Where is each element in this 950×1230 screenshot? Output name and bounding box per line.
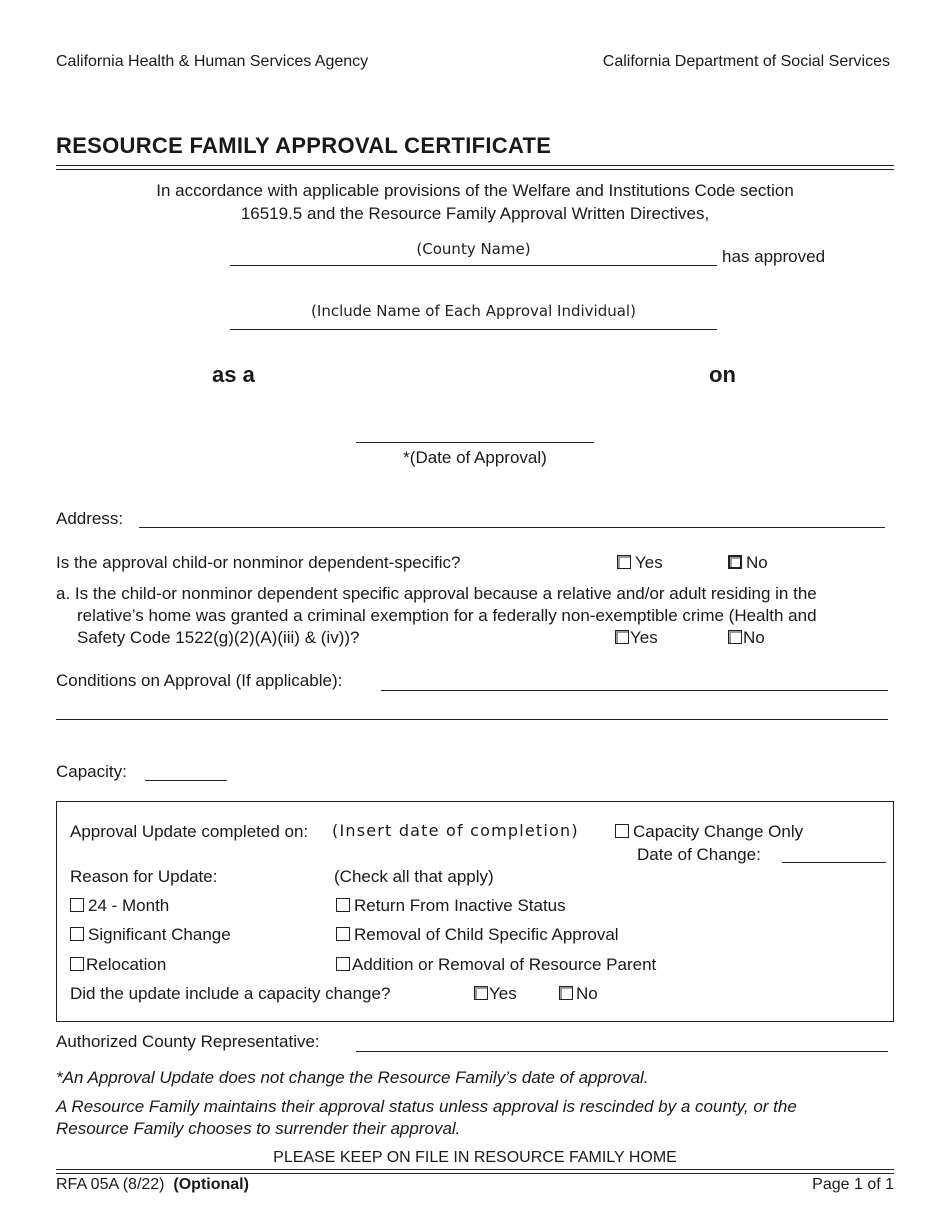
q2-yes-checkbox[interactable] [615,630,629,644]
conditions-label: Conditions on Approval (If applicable): [56,671,343,690]
child-specific-question: Is the approval child-or nonminor dependent-specific? [56,553,461,572]
note-approval-update: *An Approval Update does not change the Resource Family’s date of approval. [56,1068,649,1087]
intro-line-2: 16519.5 and the Resource Family Approval Written Directives, [240,204,710,223]
footer-form-id [56,1176,249,1194]
q1-no-checkbox[interactable] [728,555,742,569]
capacity-field[interactable] [145,780,227,781]
capacity-label: Capacity: [56,762,127,781]
reason-removal-child-specific-checkbox[interactable] [336,927,350,941]
capacity-change-no-checkbox[interactable] [559,986,573,1000]
county-name-field[interactable] [230,265,717,266]
q1-yes-checkbox[interactable] [617,555,631,569]
reason-significant-change-label: Significant Change [88,925,231,944]
county-rep-field[interactable] [356,1051,888,1052]
has-approved-text: has approved [722,247,826,266]
reason-significant-change[interactable] [70,925,231,945]
reason-removal-child-specific[interactable] [336,925,619,945]
reason-24-month[interactable] [70,896,169,916]
note-status-line-1: A Resource Family maintains their approval status unless approval is rescinded by a county, or the [56,1097,797,1116]
reason-addition-removal-parent-label: Addition or Removal of Resource Parent [352,955,657,974]
reason-relocation-checkbox[interactable] [70,957,84,971]
q2-no-label: No [743,628,765,647]
agency-right: California Department of Social Services [602,53,890,70]
reason-relocation[interactable] [70,955,166,975]
q1-no-label: No [746,553,768,572]
reason-addition-removal-parent-checkbox[interactable] [336,957,350,971]
conditions-field[interactable] [381,690,888,691]
q1-yes-option[interactable] [617,553,663,573]
check-all-hint: (Check all that apply) [334,867,494,886]
reason-24-month-label: 24 - Month [88,896,170,915]
page-title: RESOURCE FAMILY APPROVAL CERTIFICATE [56,133,552,158]
address-label: Address: [56,509,124,528]
individual-name-hint: (Include Name of Each Approval Individual) [311,302,636,320]
exemption-question-line-3: Safety Code 1522(g)(2)(A)(iii) & (iv))? [77,628,360,647]
page-number: Page 1 of 1 [812,1176,894,1193]
reason-removal-child-specific-label: Removal of Child Specific Approval [354,925,619,944]
q2-yes-option[interactable] [615,628,658,648]
reason-return-inactive[interactable] [336,896,566,916]
reason-for-update-label: Reason for Update: [70,867,218,886]
q1-no-option[interactable] [728,553,768,573]
q2-yes-label: Yes [630,628,658,647]
reason-return-inactive-label: Return From Inactive Status [354,896,566,915]
q2-no-option[interactable] [728,628,765,648]
footer-divider [56,1169,894,1174]
date-of-change-field[interactable] [782,862,886,863]
reason-significant-change-checkbox[interactable] [70,927,84,941]
on-label: on [709,362,736,387]
county-rep-label: Authorized County Representative: [56,1032,320,1051]
capacity-change-yes-checkbox[interactable] [474,986,488,1000]
reason-relocation-label: Relocation [86,955,167,974]
note-status-line-2: Resource Family chooses to surrender their approval. [56,1119,461,1138]
date-of-approval-label: *(Date of Approval) [403,448,547,467]
title-divider [56,165,894,170]
capacity-change-yes-label: Yes [489,984,517,1003]
capacity-change-only-checkbox[interactable] [615,824,629,838]
exemption-question-line-1: a. Is the child-or nonminor dependent specific approval because a relative and/or adult residing in the [56,584,817,603]
capacity-change-yes-option[interactable] [474,984,517,1004]
individual-name-field[interactable] [230,329,717,330]
county-name-hint: (County Name) [416,240,531,258]
exemption-question-line-2: relative’s home was granted a criminal exemption for a federally non-exemptible crime (Health and [77,606,817,625]
reason-return-inactive-checkbox[interactable] [336,898,350,912]
intro-line-1: In accordance with applicable provisions of the Welfare and Institutions Code section [156,181,794,200]
capacity-change-only-label: Capacity Change Only [633,822,804,841]
form-id: RFA 05A (8/22) [56,1176,165,1193]
optional-label: (Optional) [173,1176,249,1193]
as-a-label: as a [212,362,255,387]
capacity-change-question: Did the update include a capacity change? [70,984,391,1003]
date-of-approval-field[interactable] [356,442,594,443]
agency-left: California Health & Human Services Agency [56,53,369,70]
reason-24-month-checkbox[interactable] [70,898,84,912]
capacity-change-only-option[interactable] [615,822,803,842]
address-field[interactable] [139,527,885,528]
update-completed-hint[interactable]: (Insert date of completion) [332,821,579,840]
reason-addition-removal-parent[interactable] [336,955,656,975]
conditions-field-line-2[interactable] [56,719,888,720]
q1-yes-label: Yes [635,553,663,572]
capacity-change-no-label: No [576,984,598,1003]
q2-no-checkbox[interactable] [728,630,742,644]
capacity-change-no-option[interactable] [559,984,598,1004]
date-of-change-label: Date of Change: [637,845,761,864]
keep-on-file-notice: PLEASE KEEP ON FILE IN RESOURCE FAMILY HOME [273,1149,677,1166]
update-completed-label: Approval Update completed on: [70,822,309,841]
